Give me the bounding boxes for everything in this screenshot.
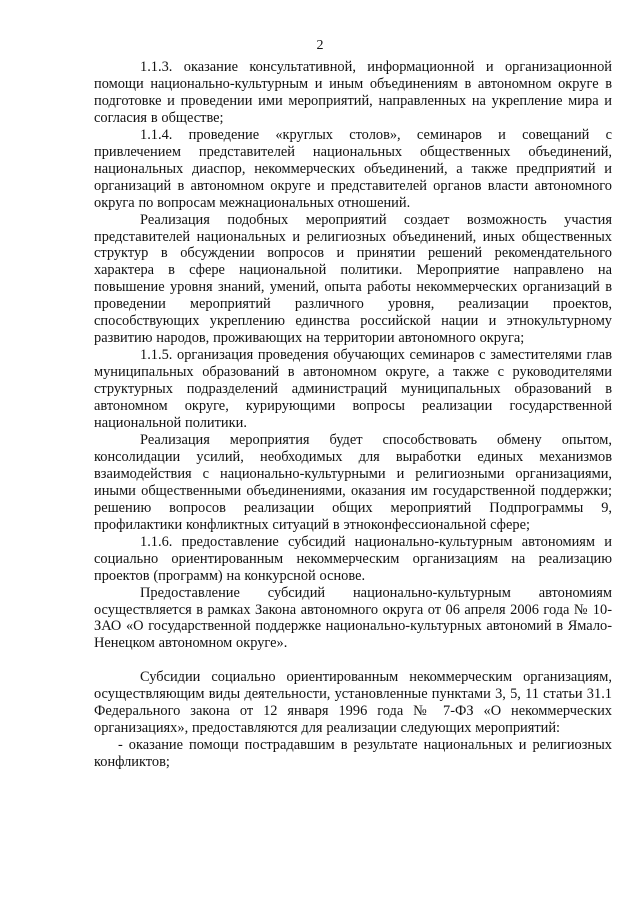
paragraph-1-1-4: 1.1.4. проведение «круглых столов», семинаров и совещаний с привлечением представителей национальных общественных объединений, национальных диаспор, некоммерческих объединений, а также предприятий и организаций в автономном округе и представителей органов власти автономного округа по вопросам межнациональных отношений.	[94, 126, 612, 211]
paragraph-1-1-5: 1.1.5. организация проведения обучающих семинаров с заместителями глав муниципальных образований в автономном округе, а также с руководителями структурных подразделений администраций муниципальных образований в автономном округе, курирующими вопросы реализации государственной национальной политики.	[94, 347, 612, 432]
paragraph-subsidies-nko: Субсидии социально ориентированным некоммерческим организациям, осуществляющим виды деятельности, установленные пунктами 3, 5, 11 статьи 31.1 Федерального закона от 12 января 1996 года № 7-ФЗ «О некоммерческих организациях», предоставляются для реализации следующих мероприятий:	[94, 669, 612, 737]
paragraph-seminars-effect: Реализация мероприятия будет способствовать обмену опытом, консолидации усилий, необходимых для выработки единых механизмов взаимодействия с национально-культурными и религиозными организациями, иными общественными объединениями, оказания им государственной поддержки; решению вопросов реализации общих мероприятий Подпрограммы 9, профилактики конфликтных ситуаций в этноконфессиональной сфере;	[94, 431, 612, 533]
paragraph-subsidies-autonomies: Предоставление субсидий национально-культурным автономиям осуществляется в рамках Закона автономного округа от 06 апреля 2006 года № 10-ЗАО «О государственной поддержке национально-культурных автономий в Ямало-Ненецком автономном округе».	[94, 584, 612, 652]
document-body	[94, 59, 612, 771]
page-number: 2	[316, 38, 324, 53]
paragraph-round-tables-effect: Реализация подобных мероприятий создает возможность участия представителей национальных и религиозных объединений, иных общественных структур в обсуждении вопросов и принятии решений рекомендательного характера в сфере национальной политики. Мероприятие направлено на повышение уровня знаний, умений, опыта работы некоммерческих организаций в проведении мероприятий различного уровня, реализации проектов, способствующих укреплению единства российской нации и этнокультурному развитию народов, проживающих на территории автономного округа;	[94, 211, 612, 347]
paragraph-1-1-6: 1.1.6. предоставление субсидий национально-культурным автономиям и социально ориентированным некоммерческим организациям на реализацию проектов (программ) на конкурсной основе.	[94, 533, 612, 584]
list-item-conflict-victims: - оказание помощи пострадавшим в результате национальных и религиозных конфликтов;	[94, 737, 612, 771]
paragraph-1-1-3: 1.1.3. оказание консультативной, информационной и организационной помощи национально-культурным и иным объединениям в автономном округе в подготовке и проведении ими мероприятий, направленных на укрепление мира и согласия в обществе;	[94, 59, 612, 126]
